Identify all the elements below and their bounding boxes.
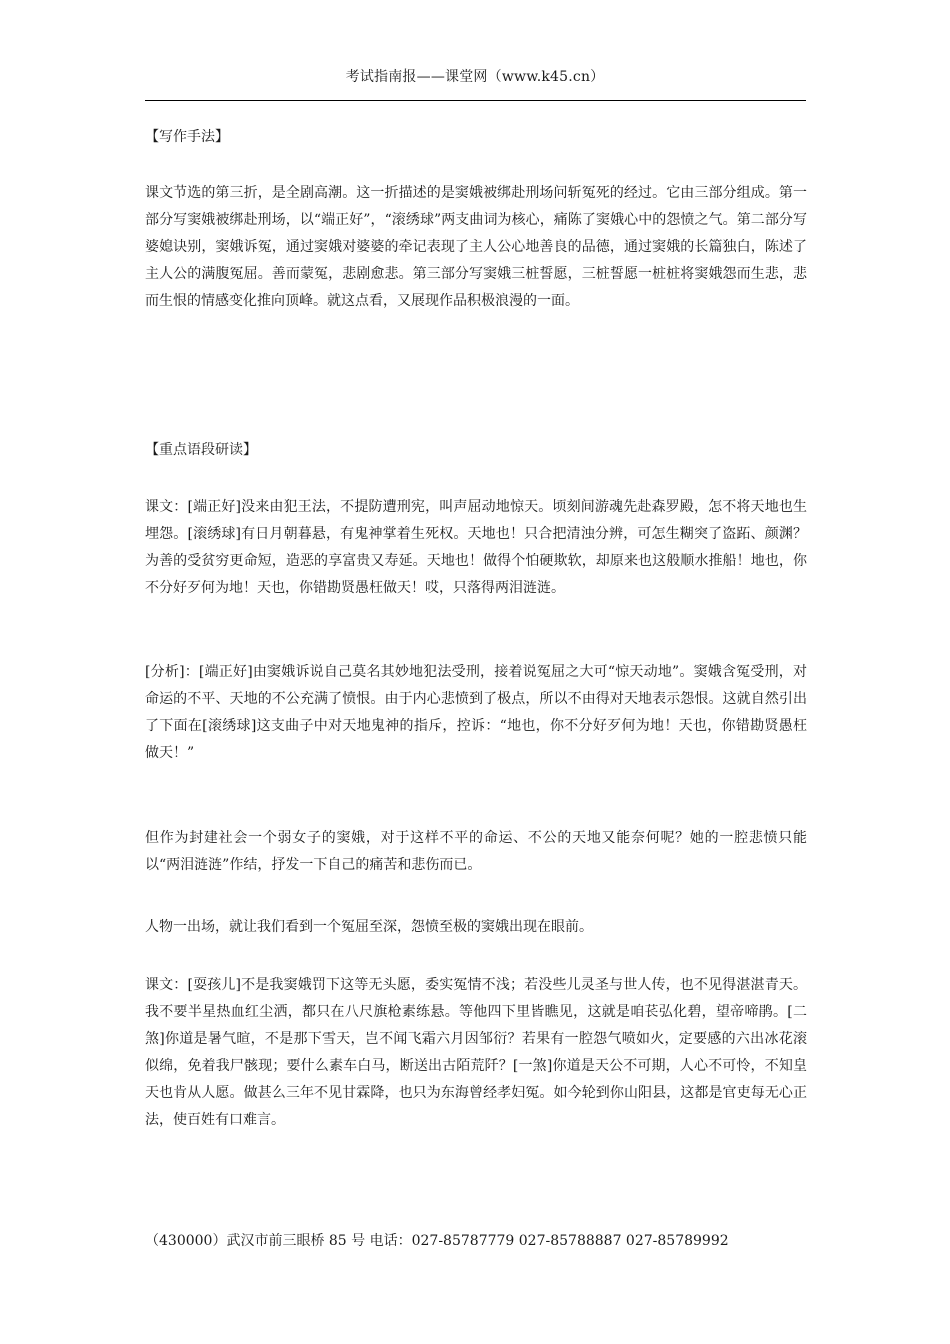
analysis-paragraph: [分析]：[端正好]由窦娥诉说自己莫名其妙地犯法受刑，接着说冤屈之大可“惊天动地”。窦娥含冤受刑，对命运的不平、天地的不公充满了愤恨。由于内心悲愤到了极点，所以不由得对天地表示怨恨。这就自然引出了下面在[滚绣球]这支曲子中对天地鬼神的指斥，控诉：“地也，你不分好歹何为地！天也，你错勘贤愚枉做天！” bbox=[145, 664, 807, 761]
writing-technique-heading: 【写作手法】 bbox=[145, 129, 229, 145]
page-header-title: 考试指南报——课堂网（www.k45.cn） bbox=[345, 69, 605, 85]
key-passage-heading: 【重点语段研读】 bbox=[145, 442, 257, 458]
key-passage-text-2: 课文：[耍孩儿]不是我窦娥罚下这等无头愿，委实冤情不浅；若没些儿灵圣与世人传，也不见得湛湛青天。我不要半星热血红尘洒，都只在八尺旗枪素练悬。等他四下里皆瞧见，这就是咱苌弘化碧，望帝啼鹃。[二煞]你道是暑气暄，不是那下雪天，岂不闻飞霜六月因邹衍？若果有一腔怨气喷如火，定要感的六出冰花滚似绵，免着我尸骸现；要什么素车白马，断送出古陌荒阡？[一煞]你道是天公不可期，人心不可怜，不知皇天也肯从人愿。做甚么三年不见甘霖降，也只为东海曾经孝妇冤。如今轮到你山阳县，这都是官吏每无心正法，使百姓有口难言。 bbox=[145, 977, 807, 1128]
writing-technique-paragraph: 课文节选的第三折，是全剧高潮。这一折描述的是窦娥被绑赴刑场问斩冤死的经过。它由三部分组成。第一部分写窦娥被绑赴刑场，以“端正好”，“滚绣球”两支曲词为核心，痛陈了窦娥心中的怨愤之气。第二部分写婆媳诀别，窦娥诉冤，通过窦娥对婆婆的牵记表现了主人公心地善良的品德，通过窦娥的长篇独白，陈述了主人公的满腹冤屈。善而蒙冤，悲剧愈悲。第三部分写窦娥三桩誓愿，三桩誓愿一桩桩将窦娥怨而生悲，悲而生恨的情感变化推向顶峰。就这点看，又展现作品积极浪漫的一面。 bbox=[145, 185, 807, 309]
key-passage-text-1: 课文：[端正好]没来由犯王法，不提防遭刑宪，叫声屈动地惊天。顷刻间游魂先赴森罗殿，怎不将天地也生埋怨。[滚绣球]有日月朝暮悬，有鬼神掌着生死权。天地也！只合把清浊分辨，可怎生糊突了盗跖、颜渊？为善的受贫穷更命短，造恶的享富贵又寿延。天地也！做得个怕硬欺软，却原来也这般顺水推船！地也，你不分好歹何为地！天也，你错勘贤愚枉做天！哎，只落得两泪涟涟。 bbox=[145, 499, 807, 596]
page-footer-address: （430000）武汉市前三眼桥 85 号 电话：027-85787779 027-85788887 027-85789992 bbox=[145, 1233, 729, 1249]
character-note-paragraph: 人物一出场，就让我们看到一个冤屈至深，怨愤至极的窦娥出现在眼前。 bbox=[145, 919, 593, 935]
header-divider bbox=[145, 100, 806, 101]
commentary-paragraph: 但作为封建社会一个弱女子的窦娥，对于这样不平的命运、不公的天地又能奈何呢？她的一腔悲愤只能以“两泪涟涟”作结，抒发一下自己的痛苦和悲伤而已。 bbox=[145, 830, 807, 873]
